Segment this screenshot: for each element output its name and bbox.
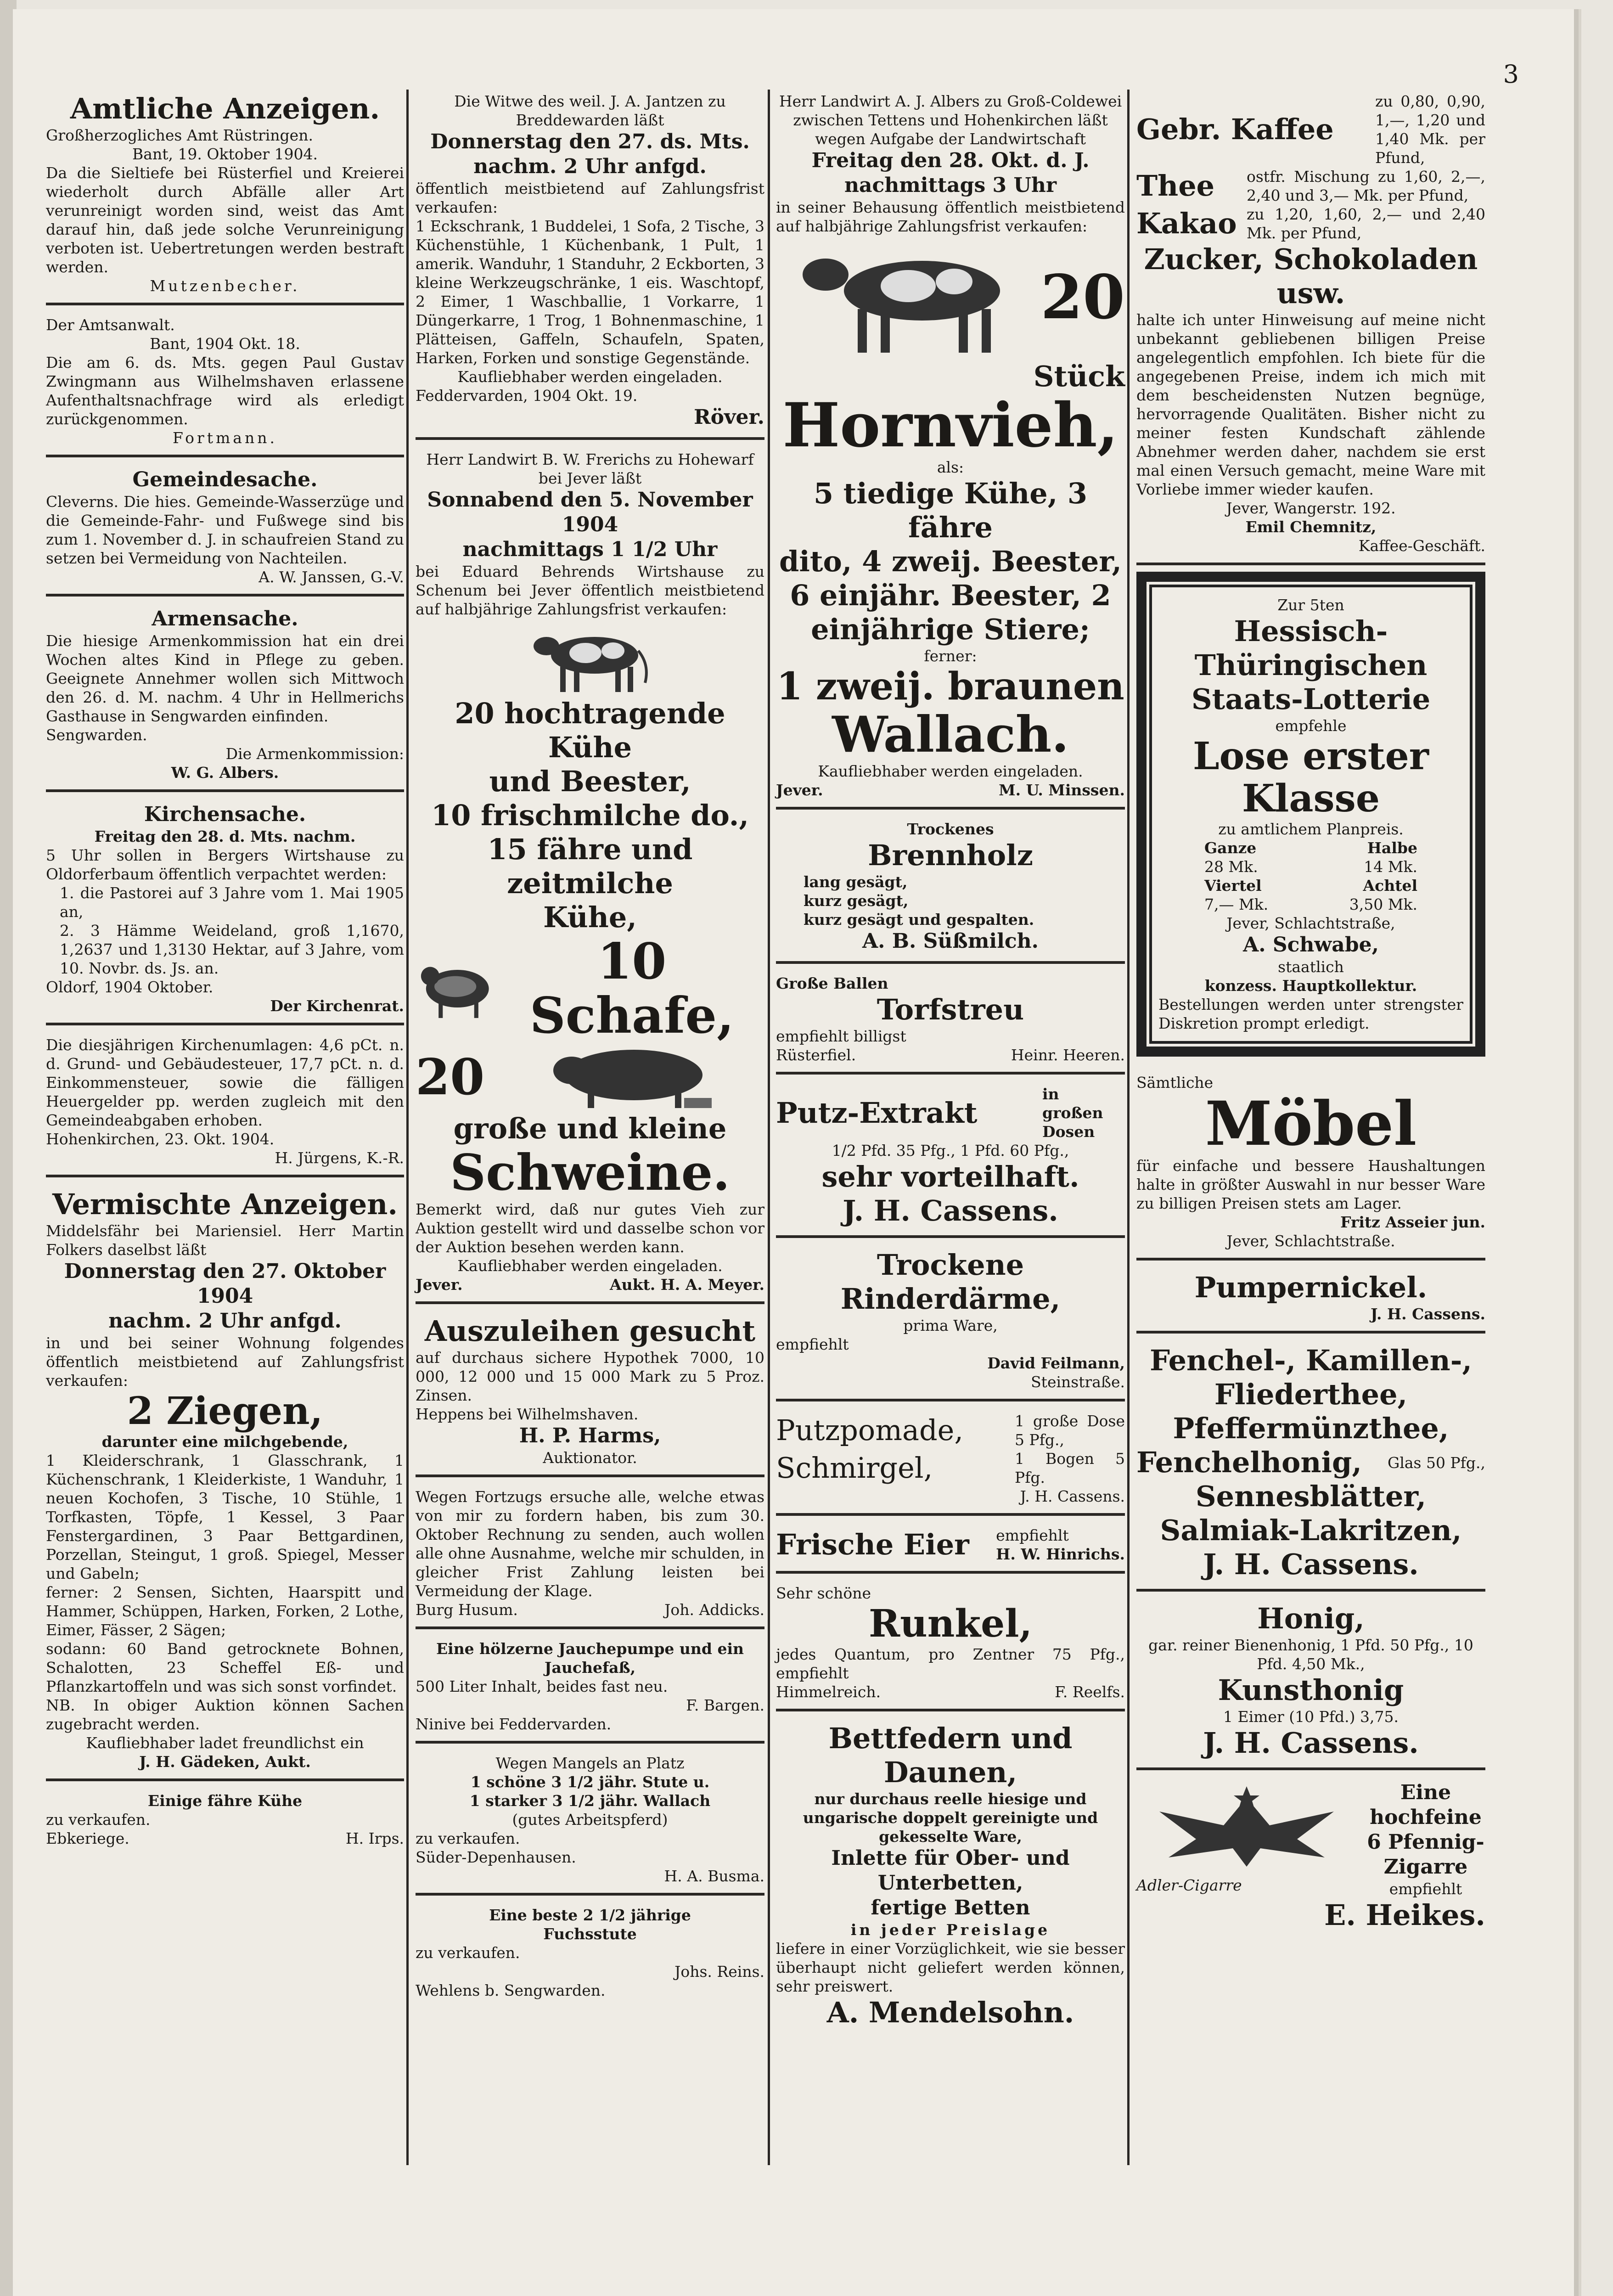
ad-headline: Gebr. Kaffee (1136, 113, 1334, 146)
ad-intro: Herr Landwirt A. J. Albers zu Groß-Coldewei zwischen Tettens und Hohenkirchen läßt wegen Aufgabe der Landwirtschaft (779, 92, 1122, 148)
ad-frerichs (416, 445, 764, 1304)
ad-torfstreu (776, 969, 1125, 1075)
lottery-frame (1136, 572, 1485, 1057)
ad-headline: Möbel (1205, 1088, 1417, 1159)
lot-price: 14 Mk. (1364, 858, 1417, 876)
column-3 (776, 87, 1125, 2043)
ad-headline: Hornvieh, (782, 390, 1118, 461)
ad-text: Zur 5ten (1277, 596, 1344, 614)
ad-subline: in jeder Preislage (850, 1921, 1051, 1939)
ad-place: Jever. (416, 1276, 463, 1294)
ad-item: große und kleine (453, 1112, 727, 1145)
ad-place: Heppens bei Wilhelmshaven. (416, 1405, 639, 1423)
ad-headline: Brennholz (868, 838, 1033, 872)
ad-headline: Trockene Rinderdärme, (840, 1248, 1061, 1316)
ad-signature: F. Bargen. (686, 1696, 764, 1714)
ad-intro: Middelsfähr bei Mariensiel. Herr Martin Folkers daselbst läßt (46, 1222, 404, 1259)
ad-item: und Beester, (489, 765, 691, 798)
ad-kirchensache (46, 798, 404, 1025)
ad-item: Putzpomade, (776, 1413, 964, 1447)
ad-place: Jever. (776, 781, 823, 799)
ad-heading: Sämtliche (1136, 1074, 1214, 1092)
ad-item: Kühe, (543, 900, 637, 934)
cigar-label: Adler-Cigarre (1136, 1876, 1242, 1894)
ad-platz (416, 1749, 764, 1896)
ad-date: Bant, 19. Oktober 1904. (132, 145, 318, 163)
ad-signature: J. H. Cassens. (1020, 1487, 1125, 1505)
ad-item: Fliederthee, (1214, 1378, 1408, 1411)
ad-signature: H. Jürgens, K.-R. (275, 1149, 404, 1167)
ad-amtliche (46, 87, 404, 305)
ad-signature: E. Heikes. (1324, 1898, 1485, 1932)
list-item: 2. 3 Hämme Weideland, groß 1,1670, 1,2637 und 1,3130 Hektar, auf 3 Jahre, vom 10. Novbr. ds. Js. an. (60, 922, 404, 977)
ad-subline: sehr vorteilhaft. (821, 1160, 1079, 1193)
ad-item: 1 schöne 3 1/2 jähr. Stute u. (470, 1773, 710, 1791)
ad-text: 1 Eimer (10 Pfd.) 3,75. (1223, 1708, 1399, 1726)
ad-signature: Fortmann. (173, 429, 277, 447)
ad-signature: Aukt. H. A. Meyer. (610, 1276, 764, 1294)
ad-text: auf durchaus sichere Hypothek 7000, 10 000, 12 000 und 15 000 Mark zu 5 Proz. Zinsen. (416, 1349, 764, 1404)
ad-armensache (46, 602, 404, 792)
ad-price: 1 große Dose 5 Pfg., (1015, 1412, 1125, 1449)
ad-text: halte ich unter Hinweisung auf meine nicht unbekannt gebliebenen billigen Preise angelegentlich empfohlen. Ich biete für die angegebenen Preise, indem ich mich mit dem bescheidensten Nutzen begnüge, hervorragende Qualitäten. Bisher nicht zu meiner festen Kundschaft zählende Abnehmer werden daher, nachdem sie erst mal einen Versuch gemacht, meine Ware mit Vorliebe immer wieder kaufen. (1136, 311, 1485, 498)
ad-place: Sengwarden. (46, 726, 147, 744)
ad-putzpomade (776, 1407, 1125, 1516)
ad-price: 1 Bogen 5 Pfg. (1015, 1450, 1125, 1486)
ad-text: 500 Liter Inhalt, beides fast neu. (416, 1677, 668, 1695)
ad-heading: Eine beste 2 1/2 jährige (489, 1906, 691, 1924)
ad-item: 6 Pfennig- (1367, 1830, 1484, 1854)
ad-note: in großen Dosen (1042, 1085, 1103, 1141)
ad-signature: Die Armenkommission: (225, 745, 404, 763)
ad-headline: Wallach. (832, 706, 1069, 764)
ad-item: Zigarre (1383, 1855, 1468, 1879)
ad-number: 20 (1040, 262, 1125, 333)
ad-unit: Stück (1033, 360, 1125, 393)
ad-moebel (1136, 1069, 1485, 1261)
ad-item: (gutes Arbeitspferd) (512, 1811, 668, 1829)
ad-heading: Der Amtsanwalt. (46, 316, 175, 334)
ad-honig (1136, 1597, 1485, 1770)
ad-signature: J. H. Cassens. (1203, 1726, 1419, 1760)
ad-date: Freitag den 28. d. Mts. nachm. (94, 827, 356, 845)
ad-signature: Kaffee-Geschäft. (1358, 537, 1485, 555)
ad-headline: Pumpernickel. (1194, 1271, 1428, 1304)
ad-signature: H. W. Hinrichs. (996, 1545, 1125, 1563)
ad-place: Ninive bei Feddervarden. (416, 1715, 612, 1733)
ad-time: nachmittags 3 Uhr (844, 174, 1057, 197)
ad-date: Donnerstag den 27. ds. Mts. (430, 130, 750, 153)
cow-illustration (521, 619, 659, 697)
list-item: 1. die Pastorei auf 3 Jahre vom 1. Mai 1905 an, (60, 884, 404, 921)
ad-item: Fenchel-, Kamillen-, (1149, 1344, 1472, 1377)
ad-signature: Emil Chemnitz, (1245, 518, 1377, 536)
ad-text: liefere in einer Vorzüglichkeit, wie sie besser überhaupt nicht geliefert werden können, sehr preiswert. (776, 1940, 1125, 1995)
ad-fortzug (416, 1483, 764, 1629)
page-number: 3 (1503, 60, 1519, 89)
ad-text: 1 Eckschrank, 1 Buddelei, 1 Sofa, 2 Tische, 3 Küchenstühle, 1 Küchenbank, 1 Pult, 1 amerik. Wanduhr, 1 Standuhr, 2 Eckborten, 3 kleine Werkzeugschränke, 1 eis. Waschtopf, 2 Eimer, 1 Waschballie, 1 Vorkarre, 1 Düngerkarre, 1 Trog, 1 Bohnenmaschine, 1 Plätteisen, Gaffeln, Schaufeln, Spaten, Harken, Forken und sonstige Gegenstände. (416, 217, 764, 367)
ad-fuchsstute (416, 1901, 764, 2007)
ad-item: Fenchelhonig, (1136, 1446, 1362, 1479)
ad-item: 6 einjähr. Beester, 2 (790, 579, 1111, 612)
pig-illustration (533, 1043, 716, 1112)
ad-item: Salmiak-Lakritzen, (1160, 1514, 1462, 1547)
ad-eier (776, 1521, 1125, 1574)
ad-text: Bemerkt wird, daß nur gutes Vieh zur Auktion gestellt wird und dasselbe schon vor der Auktion besehen werden kann. (416, 1200, 764, 1256)
ad-text: zu amtlichem Planpreis. (1218, 820, 1404, 838)
ad-text: Die hiesige Armenkommission hat ein drei Wochen altes Kind in Pflege zu geben. Geeignete Annehmer wollen sich Mittwoch den 26. d. M. nachm. 4 Uhr in Hellmerichs Gasthause in Sengwarden einfinden. (46, 632, 404, 725)
ad-place: Steinstraße. (1031, 1373, 1125, 1391)
ad-text: empfiehlt (1389, 1880, 1462, 1898)
ad-item: 10 frischmilche do., (431, 799, 749, 832)
ad-text: Die am 6. ds. Mts. gegen Paul Gustav Zwingmann aus Wilhelmshaven erlassene Aufenthaltsnachfrage wird als erledigt zurückgenommen. (46, 354, 404, 428)
column-rule (768, 90, 770, 2165)
ad-signature: David Feilmann, (987, 1354, 1125, 1372)
ad-price: zu 1,20, 1,60, 2,— und 2,40 Mk. per Pfund, (1247, 205, 1485, 242)
ad-signature: W. G. Albers. (171, 764, 279, 782)
ad-signature: H. A. Busma. (664, 1867, 764, 1885)
ad-heading: Gemeindesache. (132, 468, 318, 491)
ad-signature: Fritz Asseier jun. (1340, 1213, 1485, 1231)
ad-text: Die diesjährigen Kirchenumlagen: 4,6 pCt. n. d. Grund- und Gebäudesteuer, 17,7 pCt. n. d. Einkommensteuer, sowie die fälligen Heuergelder pp. werden zugleich mit den Gemeindeabgaben erhoben. (46, 1036, 404, 1129)
ad-runkel (776, 1579, 1125, 1711)
ad-text: ferner: 2 Sensen, Sichten, Haarspitt und Hammer, Schüppen, Harken, Forken, 2 Lothe, Eimer, Fässer, 2 Sägen; (46, 1583, 404, 1639)
ad-place: Ebkeriege. (46, 1829, 129, 1847)
ad-rinderdaerme (776, 1244, 1125, 1401)
ad-text: empfiehlt (996, 1526, 1069, 1544)
ad-signature: A. W. Janssen, G.-V. (259, 568, 404, 586)
ad-headline: Schweine. (450, 1144, 730, 1202)
ad-text: bei Eduard Behrends Wirtshause zu Schenum bei Jever öffentlich meistbietend auf halbjährige Zahlungsfrist verkaufen: (416, 563, 764, 618)
ad-text: Kaufliebhaber werden eingeladen. (818, 762, 1083, 780)
section-title: Vermischte Anzeigen. (52, 1187, 398, 1221)
column-rule (1127, 90, 1130, 2165)
ad-text: Bestellungen werden unter strengster Diskretion prompt erledigt. (1158, 996, 1463, 1032)
ad-text: NB. In obiger Auktion können Sachen zugebracht werden. (46, 1696, 404, 1733)
ad-pumpernickel (1136, 1266, 1485, 1334)
ad-item: 10 Schafe, (529, 933, 734, 1045)
ad-jauchepumpe (416, 1635, 764, 1744)
ad-signature: M. U. Minssen. (999, 781, 1125, 799)
ad-item: dito, 4 zweij. Beester, (779, 545, 1122, 578)
ad-subtitle: Großherzogliches Amt Rüstringen. (46, 126, 313, 144)
ad-text: in seiner Behausung öffentlich meistbietend auf halbjährige Zahlungsfrist verkaufen: (776, 198, 1125, 235)
ad-text: in und bei seiner Wohnung folgendes öffentlich meistbietend auf Zahlungsfrist verkaufen: (46, 1334, 404, 1390)
ad-putzextrakt (776, 1080, 1125, 1238)
column-1 (46, 87, 404, 1861)
ad-headline: Bettfedern und Daunen, (828, 1722, 1073, 1789)
ad-signature: H. Irps. (345, 1829, 404, 1847)
lot-price: 3,50 Mk. (1349, 895, 1417, 913)
ad-headline: Putz-Extrakt (776, 1096, 978, 1130)
ad-item: 15 fähre und zeitmilche (487, 833, 693, 900)
ad-signature: F. Reelfs. (1055, 1683, 1125, 1701)
ad-date: Donnerstag den 27. Oktober 1904 (64, 1260, 386, 1308)
ad-heading: Wegen Mangels an Platz (495, 1754, 685, 1772)
ad-signature: A. B. Süßmilch. (862, 929, 1039, 953)
ad-date: Oldorf, 1904 Oktober. (46, 978, 214, 996)
ad-item: 1 starker 3 1/2 jähr. Wallach (469, 1792, 711, 1810)
ad-headline: Staats-Lotterie (1191, 682, 1431, 716)
list-item: kurz gesägt, (804, 892, 909, 910)
ad-text: ferner: (924, 647, 977, 665)
ad-place: Süder-Depenhausen. (416, 1848, 576, 1866)
ad-time: nachm. 2 Uhr anfgd. (473, 155, 707, 178)
ad-date: Freitag den 28. Okt. d. J. (811, 149, 1090, 172)
ad-headline: Hessisch-Thüringischen (1194, 614, 1428, 682)
ad-text: jedes Quantum, pro Zentner 75 Pfg., empfiehlt (776, 1645, 1125, 1682)
lot-label: Viertel (1204, 877, 1262, 895)
ad-headline: Lose erster Klasse (1192, 734, 1429, 821)
ad-date: Feddervarden, 1904 Okt. 19. (416, 387, 638, 405)
ad-vermischte (46, 1183, 404, 1781)
ad-item: 1 zweij. braunen (776, 664, 1124, 709)
column-rule (406, 90, 409, 2165)
ad-text: 1 Kleiderschrank, 1 Glasschrank, 1 Küchenschrank, 1 Kleiderkiste, 1 Wanduhr, 1 neuen Kochofen, 3 Tische, 10 Stühle, 1 Torfkasten, Töpfe, 1 Kessel, 3 Paar Fenstergardinen, 3 Paar Bettgardinen, Porzellan, Steingut, 1 groß. Spiegel, Messer und Gabeln; (46, 1452, 404, 1582)
ad-headline: Kakao (1136, 207, 1237, 240)
cow-illustration (789, 236, 1028, 360)
ad-thee (1136, 1339, 1485, 1592)
ad-signature: J. H. Cassens. (1203, 1548, 1419, 1581)
ad-heading: Einige fähre Kühe (147, 1792, 303, 1810)
ad-text: für einfache und bessere Haushaltungen halte in größter Auswahl in nur besser Ware zu billigen Preisen stets am Lager. (1136, 1157, 1485, 1212)
ad-subline: prima Ware, (903, 1317, 998, 1334)
ad-signature: Mutzenbecher. (150, 277, 300, 295)
ad-date: Sonnabend den 5. November 1904 (427, 488, 753, 536)
ad-place: Jever, Wangerstr. 192. (1226, 499, 1396, 517)
ad-text: zu verkaufen. (416, 1829, 520, 1847)
column-2 (416, 87, 764, 2013)
ad-heading: Sehr schöne (776, 1584, 871, 1602)
ad-price: 1/2 Pfd. 35 Pfg., 1 Pfd. 60 Pfg., (832, 1142, 1069, 1159)
ad-signature: A. Mendelsohn. (826, 1996, 1074, 2029)
ad-place: Himmelreich. (776, 1683, 881, 1701)
ad-heading: Große Ballen (776, 974, 888, 992)
ad-amtsanwalt (46, 311, 404, 457)
ad-item: 5 tiedige Kühe, 3 fähre (813, 477, 1088, 544)
ad-place: Wehlens b. Sengwarden. (416, 1981, 606, 1999)
ad-item: 20 (416, 1048, 485, 1106)
ad-signature: Heinr. Heeren. (1011, 1046, 1125, 1064)
ad-text: zu verkaufen. (416, 1944, 520, 1962)
ad-text: Wegen Fortzugs ersuche alle, welche etwas von mir zu fordern haben, bis zum 30. Oktober Rechnung zu senden, auch wollen alle ohne Ausnahme, welche mir schulden, in gleicher Frist Zahlung leisten bei Vermeidung der Klage. (416, 1488, 764, 1600)
ad-auszuleihen (416, 1310, 764, 1477)
ad-text: als: (937, 458, 964, 476)
lot-label: Halbe (1367, 839, 1417, 857)
list-item: lang gesägt, (804, 873, 908, 891)
ad-text: empfiehlt billigst (776, 1027, 906, 1045)
ad-heading: Trockenes (907, 820, 994, 838)
ad-headline: Frische Eier (776, 1528, 969, 1561)
lot-price: 28 Mk. (1204, 858, 1258, 876)
ad-signature: J. H. Cassens. (1370, 1305, 1485, 1323)
ad-time: nachm. 2 Uhr anfgd. (108, 1309, 342, 1333)
ad-place: Jever, Schlachtstraße. (1226, 1232, 1395, 1250)
ad-item: Pfeffermünzthee, (1173, 1412, 1449, 1445)
ad-price: Glas 50 Pfg., (1387, 1453, 1485, 1472)
ad-headline: Honig, (1257, 1602, 1365, 1635)
ad-signature: Johs. Reins. (674, 1963, 764, 1981)
ad-signature: J. H. Cassens. (843, 1194, 1058, 1227)
ad-headline: Torfstreu (877, 993, 1024, 1026)
ad-kaffee (1136, 87, 1485, 565)
ad-place: Rüsterfiel. (776, 1046, 856, 1064)
ad-date: Hohenkirchen, 23. Okt. 1904. (46, 1130, 275, 1148)
ad-time: nachmittags 1 1/2 Uhr (462, 538, 718, 561)
ad-price: ostfr. Mischung zu 1,60, 2,—, 2,40 und 3,— Mk. per Pfund, (1247, 168, 1485, 204)
ad-headline: Auszuleihen gesucht (424, 1314, 756, 1348)
ad-text: nur durchaus reelle hiesige und ungarische doppelt gereinigte und gekesselte Ware, (803, 1790, 1098, 1846)
ad-place: Burg Husum. (416, 1601, 518, 1619)
ad-signature: Auktionator. (543, 1449, 637, 1467)
ad-text: Kaufliebhaber ladet freundlichst ein (86, 1734, 364, 1752)
ad-text: Da die Sieltiefe bei Rüsterfiel und Kreierei wiederholt durch Abfälle aller Art verunreinigt worden sind, weist das Amt darauf hin, daß jede solche Verunreinigung verboten ist. Uebertretungen werden bestraft werden. (46, 164, 404, 276)
ad-text: Cleverns. Die hies. Gemeinde-Wasserzüge und die Gemeinde-Fahr- und Fußwege sind bis zum 1. November d. J. in schaufreien Stand zu setzen bei Vermeidung von Nachteilen. (46, 493, 404, 567)
ad-signature: Röver. (694, 405, 764, 429)
ad-zigarre (1136, 1776, 1485, 1940)
ad-text: zu verkaufen. (46, 1811, 151, 1829)
ad-item: Schmirgel, (776, 1451, 933, 1485)
ad-item: 20 hochtragende Kühe (455, 697, 725, 764)
ad-heading: Armensache. (152, 607, 298, 630)
ad-text: empfiehlt (776, 1335, 849, 1353)
ad-kuehe (46, 1787, 404, 1855)
ad-text: öffentlich meistbietend auf Zahlungsfrist verkaufen: (416, 180, 764, 216)
ad-subline: fertige Betten (871, 1896, 1030, 1919)
ad-headline: Runkel, (868, 1602, 1033, 1646)
ad-item: Sennesblätter, (1195, 1480, 1427, 1513)
ad-headline: 2 Ziegen, (127, 1389, 323, 1433)
ad-brennholz (776, 815, 1125, 964)
ad-intro: Die Witwe des weil. J. A. Jantzen zu Breddewarden läßt (454, 92, 726, 129)
ad-intro: Herr Landwirt B. W. Frerichs zu Hohewarf bei Jever läßt (426, 450, 754, 487)
eagle-emblem-icon (1141, 1784, 1352, 1876)
ad-bettfedern (776, 1717, 1125, 2037)
ad-headline: Kunsthonig (1218, 1673, 1404, 1707)
ad-signature: staatlich (1278, 958, 1344, 976)
ad-signature: Der Kirchenrat. (270, 997, 404, 1015)
ad-signature: J. H. Gädeken, Aukt. (139, 1753, 311, 1771)
column-4 (1136, 87, 1485, 1945)
sheep-illustration (416, 952, 499, 1025)
ad-text: Kaufliebhaber werden eingeladen. (457, 368, 723, 386)
ad-kirchenumlagen (46, 1031, 404, 1177)
ad-subline: Inlette für Ober- und Unterbetten, (831, 1846, 1070, 1895)
ad-signature: A. Schwabe, (1243, 933, 1379, 957)
ad-place: Jever, Schlachtstraße, (1226, 914, 1395, 932)
ad-date: Bant, 1904 Okt. 18. (150, 335, 300, 353)
lot-label: Ganze (1204, 839, 1257, 857)
ad-signature: H. P. Harms, (519, 1424, 661, 1447)
ad-albers (776, 87, 1125, 810)
ad-item: Eine (1400, 1781, 1451, 1804)
ad-gemeindesache (46, 463, 404, 597)
ad-signature: konzess. Hauptkollektur. (1204, 977, 1417, 995)
section-title: Amtliche Anzeigen. (70, 92, 380, 125)
ad-headline: Zucker, Schokoladen usw. (1144, 242, 1478, 310)
lot-price: 7,— Mk. (1204, 895, 1269, 913)
ad-text: Kaufliebhaber werden eingeladen. (457, 1257, 723, 1275)
ad-text: gar. reiner Bienenhonig, 1 Pfd. 50 Pfg., 10 Pfd. 4,50 Mk., (1148, 1636, 1473, 1673)
ad-text: empfehle (1275, 717, 1347, 735)
ad-heading: Kirchensache. (144, 803, 306, 826)
ad-jantzen (416, 87, 764, 440)
ad-text: 5 Uhr sollen in Bergers Wirtshause zu Oldorferbaum öffentlich verpachtet werden: (46, 846, 404, 883)
ad-headline: Thee (1136, 169, 1215, 203)
ad-text: sodann: 60 Band getrocknete Bohnen, Schalotten, 23 Scheffel Eß- und Pflanzkartoffeln und was sich sonst vorfindet. (46, 1640, 404, 1695)
ad-item: hochfeine (1370, 1806, 1482, 1829)
ad-signature: Joh. Addicks. (664, 1601, 764, 1619)
list-item: kurz gesägt und gespalten. (804, 911, 1034, 929)
lot-label: Achtel (1363, 877, 1417, 895)
ad-item: einjährige Stiere; (811, 613, 1090, 646)
ad-price: zu 0,80, 0,90, 1,—, 1,20 und 1,40 Mk. per Pfund, (1375, 92, 1485, 167)
ad-heading: Fuchsstute (543, 1925, 637, 1943)
ad-subline: darunter eine milchgebende, (101, 1433, 348, 1451)
ad-heading: Eine hölzerne Jauchepumpe und ein Jauchefaß, (436, 1640, 744, 1677)
